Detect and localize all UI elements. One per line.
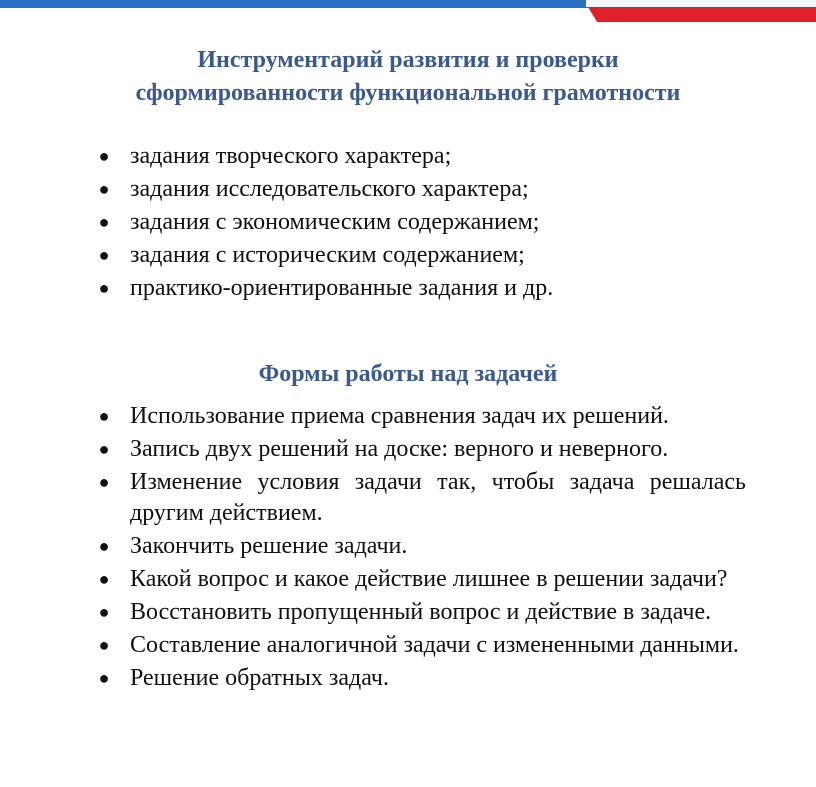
list-item-text: практико-ориентированные задания и др. [130,275,554,301]
list-item [0,401,746,432]
list-item [0,273,746,306]
bullet-icon: ● [98,536,110,556]
top-bar-red-stripe [588,7,816,22]
list-item [0,434,746,465]
list-item [0,597,746,628]
list-item [0,174,746,207]
forms-list [0,401,816,696]
top-bar-light-wedge [586,0,816,7]
tools-heading-line-1: Инструментарий развития и проверки [197,47,619,73]
bullet-icon: ● [98,569,110,589]
tools-list [0,141,816,306]
list-item-text: Какой вопрос и какое действие лишнее в решении задачи? [130,566,728,592]
list-item-text: Составление аналогичной задачи с измененными данными. [130,632,739,658]
list-item [0,564,746,595]
list-item-text: задания исследовательского характера; [130,176,529,202]
list-item-text: Запись двух решений на доске: верного и неверного. [130,436,669,462]
tools-heading-line-2: сформированности функциональной грамотности [135,80,681,106]
list-item-text: задания творческого характера; [130,143,452,169]
bullet-icon: ● [98,668,110,688]
bullet-icon: ● [98,602,110,622]
forms-heading: Формы работы над задачей [258,361,558,387]
top-bar-blue-stripe [0,0,606,8]
bullet-icon: ● [98,212,110,232]
list-item [0,467,746,529]
list-item [0,630,746,661]
list-item [0,240,746,273]
tools-heading [0,44,816,110]
bullet-icon: ● [98,472,110,492]
bullet-icon: ● [98,179,110,199]
list-item-text: Закончить решение задачи. [130,533,408,559]
list-item-text: Решение обратных задач. [130,665,389,691]
bullet-icon: ● [98,245,110,265]
top-decorative-bar [0,0,816,22]
list-item [0,141,746,174]
list-item-text: Изменение условия задачи так, чтобы задача решалась другим действием. [130,469,746,526]
bullet-icon: ● [98,635,110,655]
list-item-text: Использование приема сравнения задач их решений. [130,403,669,429]
bullet-icon: ● [98,406,110,426]
list-item-text: задания с экономическим содержанием; [130,209,540,235]
list-item [0,207,746,240]
list-item-text: задания с историческим содержанием; [130,242,525,268]
bullet-icon: ● [98,278,110,298]
bullet-icon: ● [98,439,110,459]
bullet-icon: ● [98,146,110,166]
list-item [0,663,746,694]
list-item [0,531,746,562]
list-item-text: Восстановить пропущенный вопрос и действие в задаче. [130,599,712,625]
